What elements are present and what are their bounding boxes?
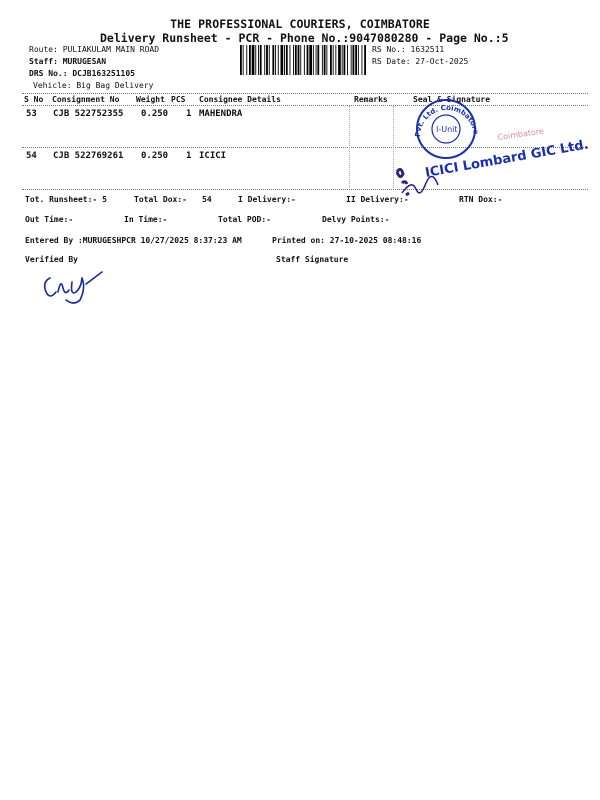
barcode-bar [316,45,317,75]
col-consignment: Consignment No [52,95,120,104]
out-time-label: Out Time:- [25,215,74,224]
total-pod-label: Total POD:- [218,215,271,224]
in-time-label: In Time:- [124,215,168,224]
row2-consignee: ICICI [199,151,227,161]
barcode-bar [240,45,242,75]
barcode-bar [333,45,334,75]
row2-weight: 0.250 [141,151,169,161]
col-consignee: Consignee Details [199,95,281,104]
drs-number: DRS No.: DCJB163251105 [29,69,135,78]
stamp-ring-text: Pvt. Ltd. Coimbatore [413,103,480,138]
printed-on: Printed on: 27-10-2025 08:48:16 [272,236,422,245]
barcode-bar [335,45,336,75]
barcode-bar [317,45,319,75]
barcode-bar [295,45,297,75]
barcode-bar [284,45,285,75]
barcode-bar [355,45,357,75]
barcode-bar [326,45,327,75]
company-title: THE PROFESSIONAL COURIERS, COIMBATORE [170,17,430,31]
barcode-bar [286,45,288,75]
col-weight: Weight [136,95,165,104]
barcode-bar [249,45,251,75]
stamp-fragment-text: Coimbatore [497,126,545,142]
stamp-company-text: ICICI Lombard GIC Ltd. [424,137,590,181]
row1-weight: 0.250 [141,109,169,119]
barcode-bar [269,45,270,75]
barcode-bar [344,45,346,75]
barcode-bar [264,45,265,75]
barcode-bar [307,45,309,75]
barcode-bar [342,45,343,75]
entered-by: Entered By :MURUGESHPCR 10/27/2025 8:37:23 AM [25,236,242,245]
col-sno: S No [24,95,44,104]
staff-signature-label: Staff Signature [276,255,349,264]
barcode-bar [362,45,363,75]
col-remarks: Remarks [354,95,388,104]
barcode-bar [298,45,300,75]
verified-by-label: Verified By [25,255,78,264]
tot-runsheet: Tot. Runsheet:- 5 [25,195,107,204]
barcode-bar [313,45,314,75]
barcode-bar [281,45,284,75]
verified-signature [36,268,106,308]
barcode-bar [290,45,291,75]
barcode-bar [272,45,274,75]
row1-consignee: MAHENDRA [199,109,243,119]
barcode-bar [243,45,244,75]
barcode-bar [353,45,355,75]
row1-consignment: CJB 522752355 [53,109,124,119]
table-top-rule [22,93,588,94]
row2-sno: 54 [26,151,37,161]
delvy-points-label: Delvy Points:- [322,215,390,224]
stamp-center-text: I-Unit [436,125,458,134]
barcode-bar [293,45,294,75]
barcode [240,45,368,75]
rtn-dox-label: RTN Dox:- [459,195,503,204]
vehicle-label: Vehicle: Big Bag Delivery [33,81,154,90]
barcode-bar [304,45,305,75]
remarks-divider [349,106,350,188]
barcode-bar [358,45,359,75]
col-pcs: PCS [171,95,186,104]
row2-pcs: 1 [186,151,192,161]
barcode-bar [252,45,255,75]
total-dox-value: 54 [202,195,212,204]
barcode-bar [309,45,312,75]
total-dox-label: Total Dox:- [134,195,187,204]
barcode-bar [266,45,268,75]
rs-number: RS No.: 1632511 [372,45,445,54]
barcode-bar [324,45,326,75]
i-delivery-label: I Delivery:- [238,195,296,204]
row2-consignment: CJB 522769261 [53,151,124,161]
barcode-bar [364,45,366,75]
runsheet-subtitle: Delivery Runsheet - PCR - Phone No.:9047080280 - Page No.:5 [100,31,509,45]
barcode-bar [338,45,341,75]
barcode-bar [330,45,332,75]
barcode-bar [322,45,323,75]
barcode-bar [260,45,262,75]
rs-date: RS Date: 27-Oct-2025 [372,57,469,66]
barcode-bar [258,45,259,75]
barcode-bar [347,45,348,75]
barcode-bar [255,45,256,75]
ii-delivery-label: II Delivery:- [346,195,409,204]
barcode-bar [351,45,352,75]
route-label: Route: PULIAKULAM MAIN ROAD [29,45,160,54]
col-seal-signature: Seal & Signature [413,95,491,104]
staff-label: Staff: MURUGESAN [29,57,107,66]
barcode-bar [300,45,301,75]
row1-sno: 53 [26,109,37,119]
barcode-bar [246,45,247,75]
barcode-bar [275,45,276,75]
row1-pcs: 1 [186,109,192,119]
barcode-bar [278,45,279,75]
